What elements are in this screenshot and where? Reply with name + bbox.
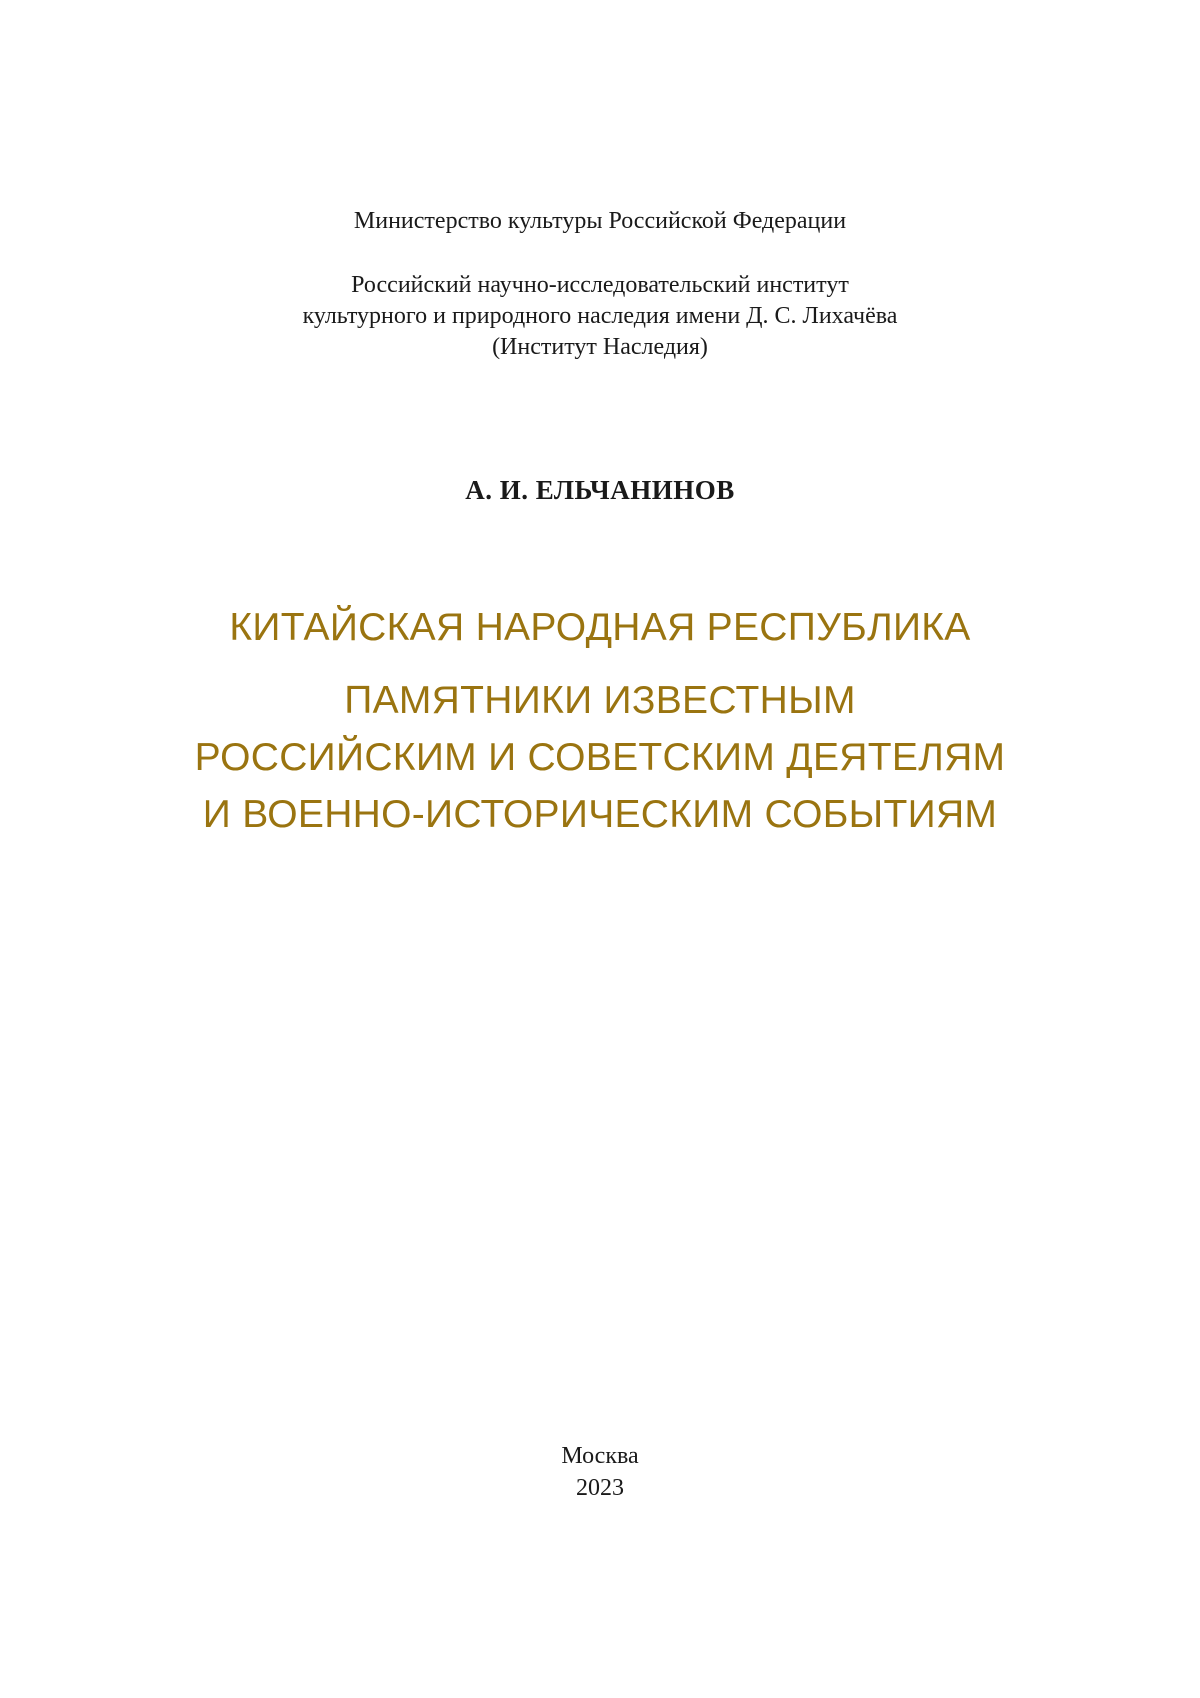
author-name: А. И. ЕЛЬЧАНИНОВ (465, 475, 735, 505)
institute-line: Российский научно-исследовательский институт (351, 272, 849, 298)
subtitle-line: РОССИЙСКИМ И СОВЕТСКИМ ДЕЯТЕЛЯМ (194, 736, 1006, 779)
publication-city: Москва (561, 1443, 639, 1469)
institute-line: культурного и природного наследия имени Д. С. Лихачёва (302, 303, 898, 329)
subtitle-line: И ВОЕННО-ИСТОРИЧЕСКИМ СОБЫТИЯМ (202, 793, 998, 836)
book-subtitle (0, 672, 1200, 843)
institute-name (0, 270, 1200, 363)
book-title: КИТАЙСКАЯ НАРОДНАЯ РЕСПУБЛИКА (229, 606, 971, 649)
ministry-name: Министерство культуры Российской Федерации (353, 208, 847, 234)
subtitle-line: ПАМЯТНИКИ ИЗВЕСТНЫМ (344, 679, 856, 722)
publication-year: 2023 (576, 1475, 624, 1501)
institute-short-name: (Институт Наследия) (492, 334, 708, 360)
